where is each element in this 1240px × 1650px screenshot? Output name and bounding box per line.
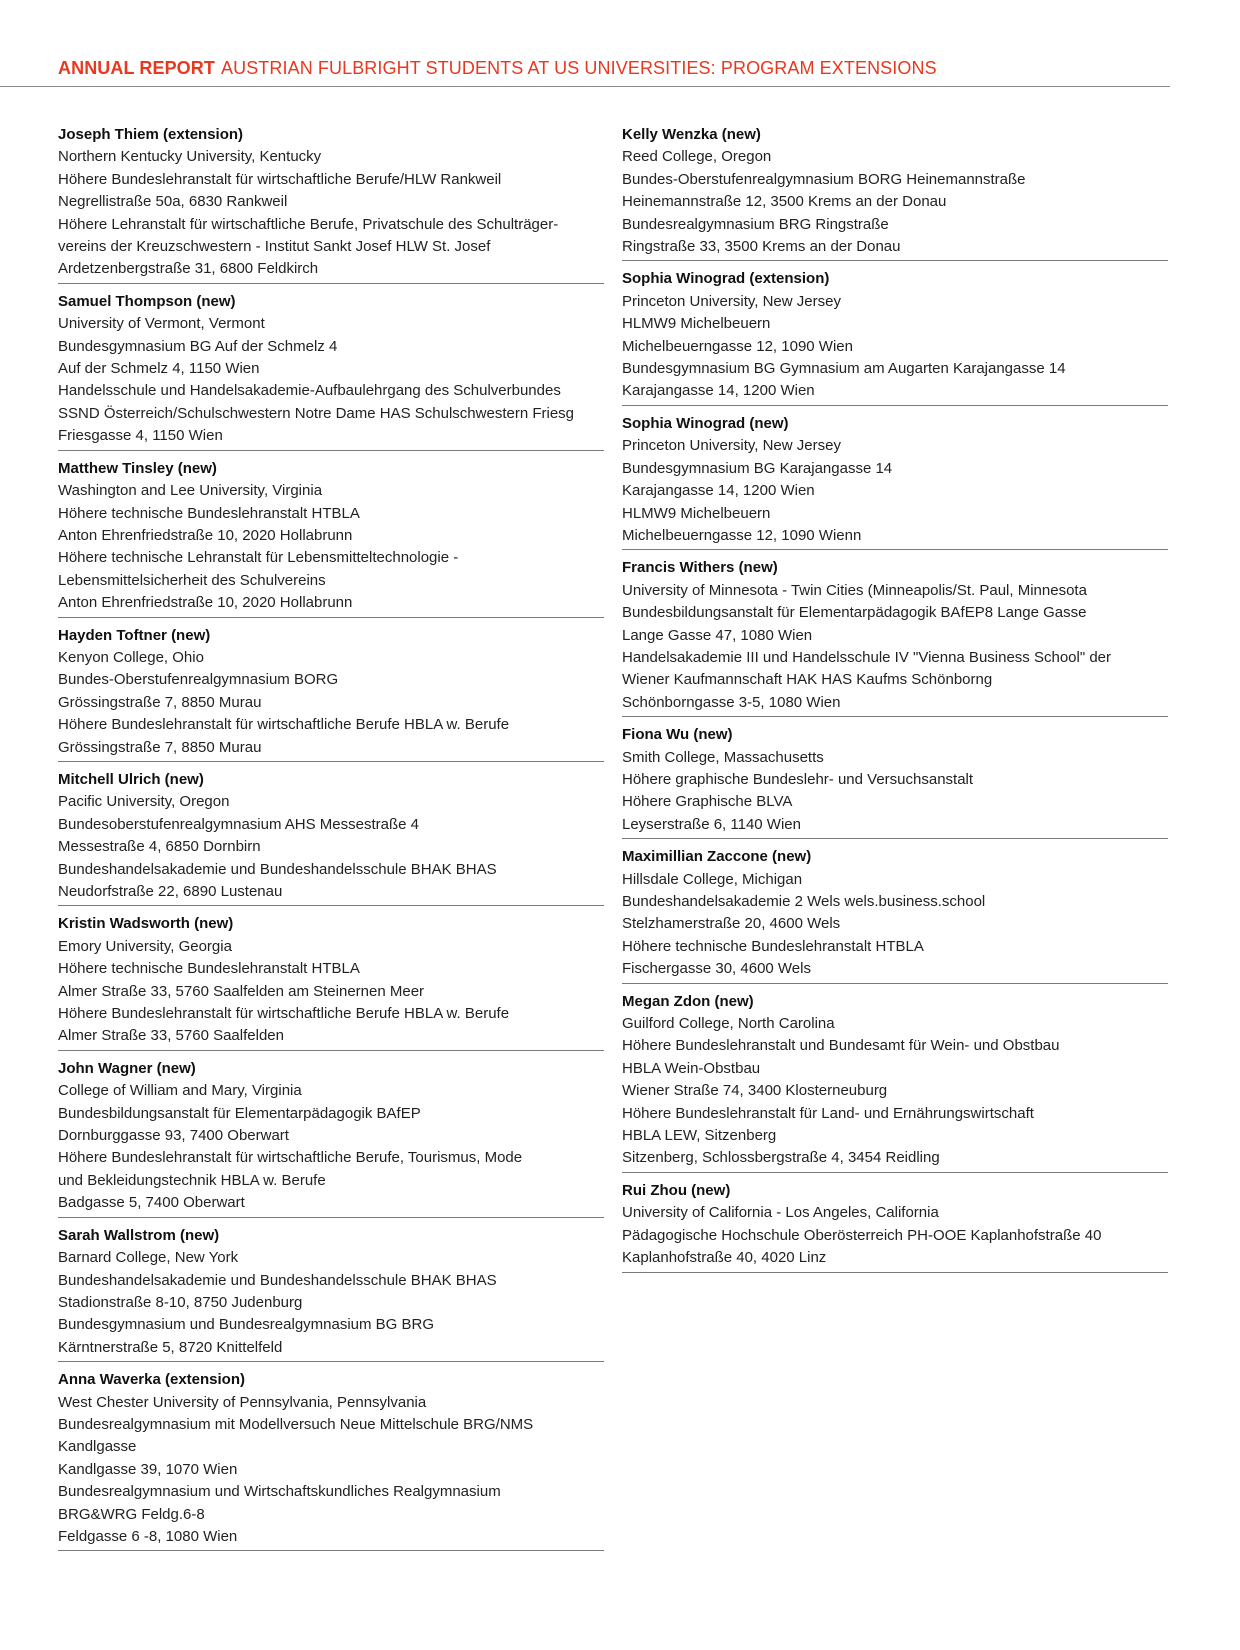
university-line: Emory University, Georgia xyxy=(58,937,232,955)
student-name: Joseph Thiem (extension) xyxy=(58,126,244,143)
left-column xyxy=(58,124,604,1558)
student-name: Sophia Winograd (new) xyxy=(622,414,789,432)
student-entry xyxy=(58,124,604,284)
school-detail-line: Grössingstraße 7, 8850 Murau xyxy=(58,693,262,711)
university-line: University of Minnesota - Twin Cities (Minneapolis/St. Paul, Minnesota xyxy=(622,581,1087,599)
school-detail-line: Pädagogische Hochschule Oberösterreich PH-OOE Kaplanhofstraße 40 xyxy=(622,1226,1102,1244)
university-line: Reed College, Oregon xyxy=(622,148,772,166)
school-detail-line: Bundesgymnasium BG Gymnasium am Augarten Karajangasse 14 xyxy=(622,360,1066,378)
university-line: Pacific University, Oregon xyxy=(58,793,230,811)
school-detail-line: Kandlgasse 39, 1070 Wien xyxy=(58,1460,238,1478)
school-detail-line: Bundesgymnasium und Bundesrealgymnasium BG BRG xyxy=(58,1316,435,1334)
school-detail-line: Anton Ehrenfriedstraße 10, 2020 Hollabrunn xyxy=(58,526,353,544)
school-detail-line: Messestraße 4, 6850 Dornbirn xyxy=(58,838,261,856)
student-name: Mitchell Ulrich (new) xyxy=(58,770,204,788)
student-name: Hayden Toftner (new) xyxy=(58,626,211,644)
school-detail-line: Bundesrealgymnasium mit Modellversuch Neue Mittelschule BRG/NMS xyxy=(58,1415,534,1433)
school-detail-line: HBLA Wein-Obstbau xyxy=(622,1059,761,1077)
school-detail-line: Almer Straße 33, 5760 Saalfelden am Steinernen Meer xyxy=(58,982,425,1000)
university-line: West Chester University of Pennsylvania, Pennsylvania xyxy=(58,1393,427,1411)
school-detail-line: Höhere Bundeslehranstalt für wirtschaftliche Berufe HBLA w. Berufe xyxy=(58,1005,510,1023)
school-detail-line: Bundeshandelsakademie und Bundeshandelsschule BHAK BHAS xyxy=(58,860,497,878)
school-detail-line: Stelzhamerstraße 20, 4600 Wels xyxy=(622,915,841,933)
student-name: Rui Zhou (new) xyxy=(622,1181,731,1199)
school-detail-line: Grössingstraße 7, 8850 Murau xyxy=(58,738,262,756)
student-entry xyxy=(58,458,604,618)
school-detail-line: Kärntnerstraße 5, 8720 Knittelfeld xyxy=(58,1338,283,1356)
right-column xyxy=(622,124,1168,1280)
school-detail-line: SSND Österreich/Schulschwestern Notre Dame HAS Schulschwestern Friesg xyxy=(58,404,575,422)
school-detail-line: Bundesgymnasium BG Auf der Schmelz 4 xyxy=(58,337,338,355)
school-detail-line: HBLA LEW, Sitzenberg xyxy=(622,1127,777,1145)
school-detail-line: Karajangasse 14, 1200 Wien xyxy=(622,382,815,400)
school-detail-line: Höhere technische Lehranstalt für Lebensmitteltechnologie - xyxy=(58,549,459,567)
school-detail-line: Höhere Bundeslehranstalt für wirtschaftliche Berufe/HLW Rankweil xyxy=(58,170,502,188)
school-detail-line: Karajangasse 14, 1200 Wien xyxy=(622,482,815,500)
school-detail-line: Höhere Bundeslehranstalt und Bundesamt für Wein- und Obstbau xyxy=(622,1037,1060,1055)
school-detail-line: Bundes-Oberstufenrealgymnasium BORG Heinemannstraße xyxy=(622,170,1026,188)
student-name: Kristin Wadsworth (new) xyxy=(58,915,234,933)
university-line: Smith College, Massachusetts xyxy=(622,748,824,766)
student-entry xyxy=(622,557,1168,717)
student-name: Megan Zdon (new) xyxy=(622,992,754,1010)
student-name: Francis Withers (new) xyxy=(622,559,778,577)
school-detail-line: Ringstraße 33, 3500 Krems an der Donau xyxy=(622,238,901,256)
student-name: Fiona Wu (new) xyxy=(622,726,733,744)
student-entry xyxy=(58,291,604,451)
university-line: Kenyon College, Ohio xyxy=(58,648,204,666)
school-detail-line: Dornburggasse 93, 7400 Oberwart xyxy=(58,1127,289,1145)
school-detail-line: Lebensmittelsicherheit des Schulvereins xyxy=(58,571,326,589)
school-detail-line: und Bekleidungstechnik HBLA w. Berufe xyxy=(58,1171,326,1189)
school-detail-line: Höhere Graphische BLVA xyxy=(622,793,793,811)
student-entry xyxy=(622,724,1168,839)
school-detail-line: Höhere Bundeslehranstalt für wirtschaftliche Berufe HBLA w. Berufe xyxy=(58,716,510,734)
school-detail-line: Bundeshandelsakademie 2 Wels wels.business.school xyxy=(622,893,986,910)
student-entry xyxy=(622,991,1168,1173)
student-entry xyxy=(58,913,604,1050)
school-detail-line: HLMW9 Michelbeuern xyxy=(622,504,771,522)
school-detail-line: Bundesoberstufenrealgymnasium AHS Messestraße 4 xyxy=(58,815,420,833)
student-entry xyxy=(622,1180,1168,1273)
school-detail-line: Feldgasse 6 -8, 1080 Wien xyxy=(58,1527,238,1545)
school-detail-line: Höhere Lehranstalt für wirtschaftliche Berufe, Privatschule des Schulträger- xyxy=(58,215,559,233)
student-name: Maximillian Zaccone (new) xyxy=(622,848,812,866)
school-detail-line: Höhere graphische Bundeslehr- und Versuchsanstalt xyxy=(622,770,974,788)
header-title: AUSTRIAN FULBRIGHT STUDENTS AT US UNIVERSITIES: PROGRAM EXTENSIONS xyxy=(220,58,937,78)
student-entry xyxy=(58,769,604,906)
page-header xyxy=(58,58,937,79)
student-entry xyxy=(58,625,604,762)
school-detail-line: Michelbeuerngasse 12, 1090 Wien xyxy=(622,337,853,355)
student-name: Sophia Winograd (extension) xyxy=(622,270,830,288)
school-detail-line: Bundesgymnasium BG Karajangasse 14 xyxy=(622,459,893,477)
student-entry xyxy=(58,1225,604,1362)
student-entry xyxy=(58,1058,604,1218)
university-line: Washington and Lee University, Virginia xyxy=(58,482,323,500)
school-detail-line: Heinemannstraße 12, 3500 Krems an der Donau xyxy=(622,193,947,211)
university-line: Hillsdale College, Michigan xyxy=(622,870,803,888)
school-detail-line: Auf der Schmelz 4, 1150 Wien xyxy=(58,360,260,378)
school-detail-line: Wiener Straße 74, 3400 Klosterneuburg xyxy=(622,1082,888,1100)
school-detail-line: Wiener Kaufmannschaft HAK HAS Kaufms Schönborng xyxy=(622,671,993,689)
school-detail-line: Höhere technische Bundeslehranstalt HTBLA xyxy=(58,960,360,978)
school-detail-line: Badgasse 5, 7400 Oberwart xyxy=(58,1194,245,1212)
student-entry xyxy=(622,413,1168,550)
school-detail-line: Höhere technische Bundeslehranstalt HTBLA xyxy=(622,937,924,955)
school-detail-line: Lange Gasse 47, 1080 Wien xyxy=(622,626,813,644)
school-detail-line: Kandlgasse xyxy=(58,1438,137,1456)
school-detail-line: Handelsakademie III und Handelsschule IV "Vienna Business School" der xyxy=(622,648,1112,666)
school-detail-line: Handelsschule und Handelsakademie-Aufbaulehrgang des Schulverbundes xyxy=(58,382,561,400)
student-entry xyxy=(622,124,1168,261)
header-divider xyxy=(0,86,1170,87)
university-line: University of Vermont, Vermont xyxy=(58,315,265,333)
school-detail-line: Bundeshandelsakademie und Bundeshandelsschule BHAK BHAS xyxy=(58,1271,497,1289)
student-entry xyxy=(622,268,1168,405)
school-detail-line: Bundesbildungsanstalt für Elementarpädagogik BAfEP8 Lange Gasse xyxy=(622,604,1087,622)
school-detail-line: Almer Straße 33, 5760 Saalfelden xyxy=(58,1027,284,1045)
student-name: Matthew Tinsley (new) xyxy=(58,459,217,477)
school-detail-line: Fischergasse 30, 4600 Wels xyxy=(622,960,811,978)
student-entry xyxy=(58,1369,604,1551)
university-line: Guilford College, North Carolina xyxy=(622,1015,835,1033)
school-detail-line: Stadionstraße 8-10, 8750 Judenburg xyxy=(58,1293,303,1311)
school-detail-line: Michelbeuerngasse 12, 1090 Wienn xyxy=(622,526,862,544)
school-detail-line: Bundes-Oberstufenrealgymnasium BORG xyxy=(58,671,339,689)
school-detail-line: Bundesbildungsanstalt für Elementarpädagogik BAfEP xyxy=(58,1104,421,1122)
student-entry xyxy=(622,846,1168,983)
student-name: John Wagner (new) xyxy=(58,1059,196,1077)
school-detail-line: Anton Ehrenfriedstraße 10, 2020 Hollabrunn xyxy=(58,594,353,612)
university-line: University of California - Los Angeles, California xyxy=(622,1204,939,1222)
school-detail-line: Bundesrealgymnasium und Wirtschaftskundliches Realgymnasium xyxy=(58,1483,501,1501)
university-line: Northern Kentucky University, Kentucky xyxy=(58,148,322,166)
student-name: Sarah Wallstrom (new) xyxy=(58,1226,220,1244)
school-detail-line: Sitzenberg, Schlossbergstraße 4, 3454 Reidling xyxy=(622,1149,940,1167)
school-detail-line: Höhere technische Bundeslehranstalt HTBLA xyxy=(58,504,360,522)
school-detail-line: Neudorfstraße 22, 6890 Lustenau xyxy=(58,883,283,900)
school-detail-line: Friesgasse 4, 1150 Wien xyxy=(58,427,223,445)
school-detail-line: BRG&WRG Feldg.6-8 xyxy=(58,1505,205,1523)
school-detail-line: HLMW9 Michelbeuern xyxy=(622,315,771,333)
school-detail-line: Negrellistraße 50a, 6830 Rankweil xyxy=(58,193,288,211)
header-label: ANNUAL REPORT xyxy=(58,58,215,78)
school-detail-line: Schönborngasse 3-5, 1080 Wien xyxy=(622,693,841,711)
university-line: College of William and Mary, Virginia xyxy=(58,1082,302,1100)
student-name: Kelly Wenzka (new) xyxy=(622,126,761,143)
school-detail-line: Höhere Bundeslehranstalt für wirtschaftliche Berufe, Tourismus, Mode xyxy=(58,1149,523,1167)
school-detail-line: Kaplanhofstraße 40, 4020 Linz xyxy=(622,1249,827,1267)
university-line: Barnard College, New York xyxy=(58,1249,239,1267)
school-detail-line: vereins der Kreuzschwestern - Institut Sankt Josef HLW St. Josef xyxy=(58,238,491,256)
student-name: Samuel Thompson (new) xyxy=(58,292,236,310)
school-detail-line: Bundesrealgymnasium BRG Ringstraße xyxy=(622,215,889,233)
student-name: Anna Waverka (extension) xyxy=(58,1371,245,1389)
university-line: Princeton University, New Jersey xyxy=(622,437,841,455)
school-detail-line: Leyserstraße 6, 1140 Wien xyxy=(622,815,801,833)
school-detail-line: Höhere Bundeslehranstalt für Land- und Ernährungswirtschaft xyxy=(622,1104,1034,1122)
school-detail-line: Ardetzenbergstraße 31, 6800 Feldkirch xyxy=(58,260,319,278)
university-line: Princeton University, New Jersey xyxy=(622,292,841,310)
